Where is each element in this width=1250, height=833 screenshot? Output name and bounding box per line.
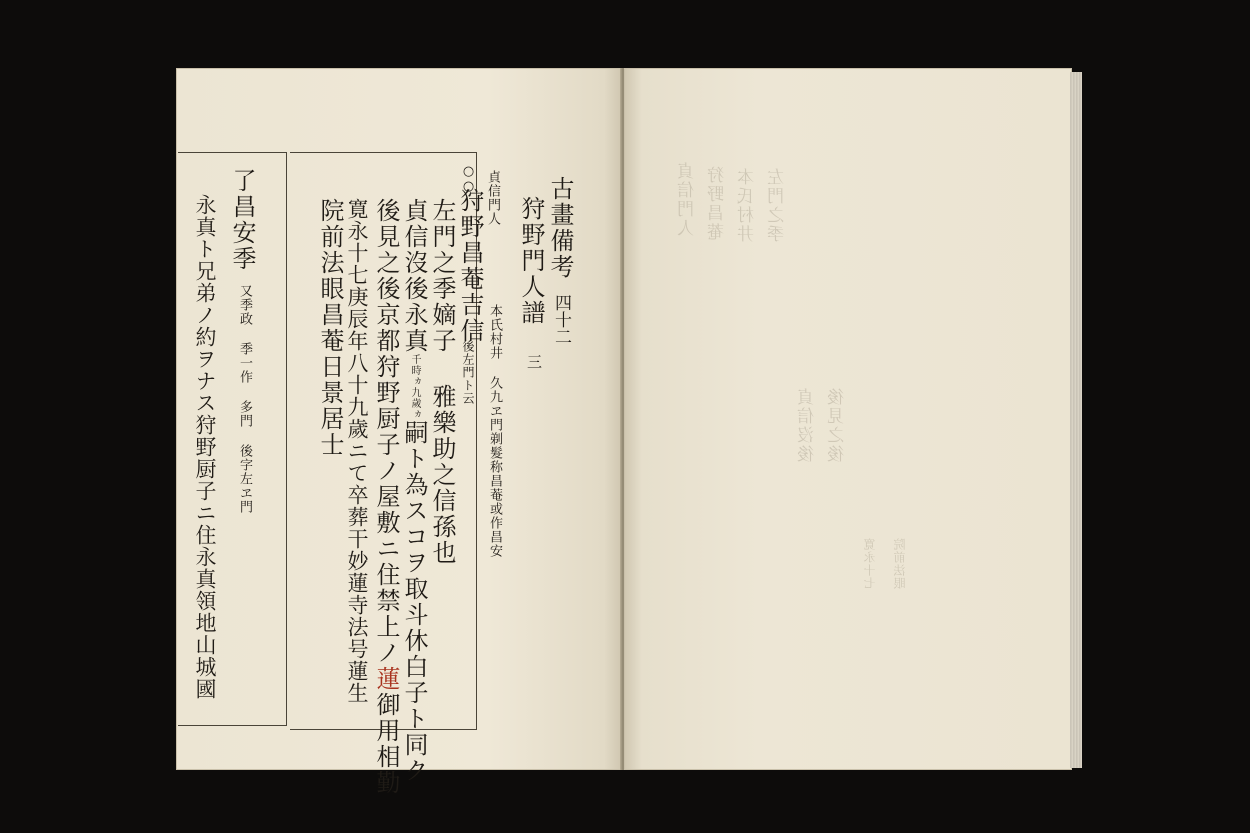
text-line-3-start: 後見之後京都狩野厨子ノ屋敷ニ住禁上ノ xyxy=(372,198,400,666)
text-line-5: 院前法眼昌菴日景居士 xyxy=(316,198,344,458)
marker-circles: ○○ xyxy=(461,164,476,194)
bleed-through-text-1: 貞信門人 xyxy=(678,162,698,238)
bleed-through-text-3: 本氏村井 xyxy=(738,168,758,244)
bleed-through-text-2: 狩野昌菴 xyxy=(708,166,728,242)
artist-name-ryosho: 了昌安季 xyxy=(228,168,256,272)
bleed-through-text-5: 貞信沒後 xyxy=(798,388,818,464)
text-line-3 xyxy=(374,198,398,796)
open-book xyxy=(172,68,1084,796)
volume-number: 四十二 xyxy=(551,294,571,345)
section-number: 三 xyxy=(525,354,543,369)
book-title: 古畫備考 xyxy=(546,176,574,280)
text-line-2-rest: 嗣ト為スコヲ取斗休白子ト同ク xyxy=(400,420,428,784)
left-page xyxy=(176,68,622,796)
artist-name-note: 後左門ト云 xyxy=(461,340,475,405)
bleed-through-text-7: 寛永十七 xyxy=(863,538,877,590)
text-line-2 xyxy=(402,198,426,784)
bleed-through-text-8: 院前法眼 xyxy=(893,538,907,590)
bleed-through-text-6: 後見之後 xyxy=(828,388,848,464)
page-edges xyxy=(1070,72,1082,768)
teacher-note: 貞信門人 xyxy=(485,170,500,226)
text-line-1: 左門之季嫡子 雅樂助之信孫也 xyxy=(428,198,456,566)
right-page xyxy=(624,68,1072,770)
text-line-3-end: 御用相勤 xyxy=(372,692,400,796)
text-line-6: 永真ト兄弟ノ約ヲナス狩野厨子ニ住永真領地山城國 xyxy=(193,194,217,700)
text-line-4: 寛永十七庚辰年八十九歲ニて卒葬干妙蓮寺法号蓮生 xyxy=(345,198,369,704)
artist-name-ryosho-note: 又季政 季一作 多門 後字左ヱ門 xyxy=(237,284,252,514)
section-heading: 狩野門人譜 xyxy=(517,196,545,326)
bleed-through-text-4: 左門之季 xyxy=(768,168,788,244)
text-line-2-start: 貞信沒後永真 xyxy=(400,198,428,354)
origin-note: 本氏村井 久九ヱ門剃髮称昌菴或作昌安 xyxy=(487,304,502,558)
text-line-2-note: 千時ヵ九歲ヵ xyxy=(409,354,420,420)
artist-name-shoan: 狩野昌菴吉信 xyxy=(456,188,484,344)
red-correction: 蓮 xyxy=(372,666,400,692)
